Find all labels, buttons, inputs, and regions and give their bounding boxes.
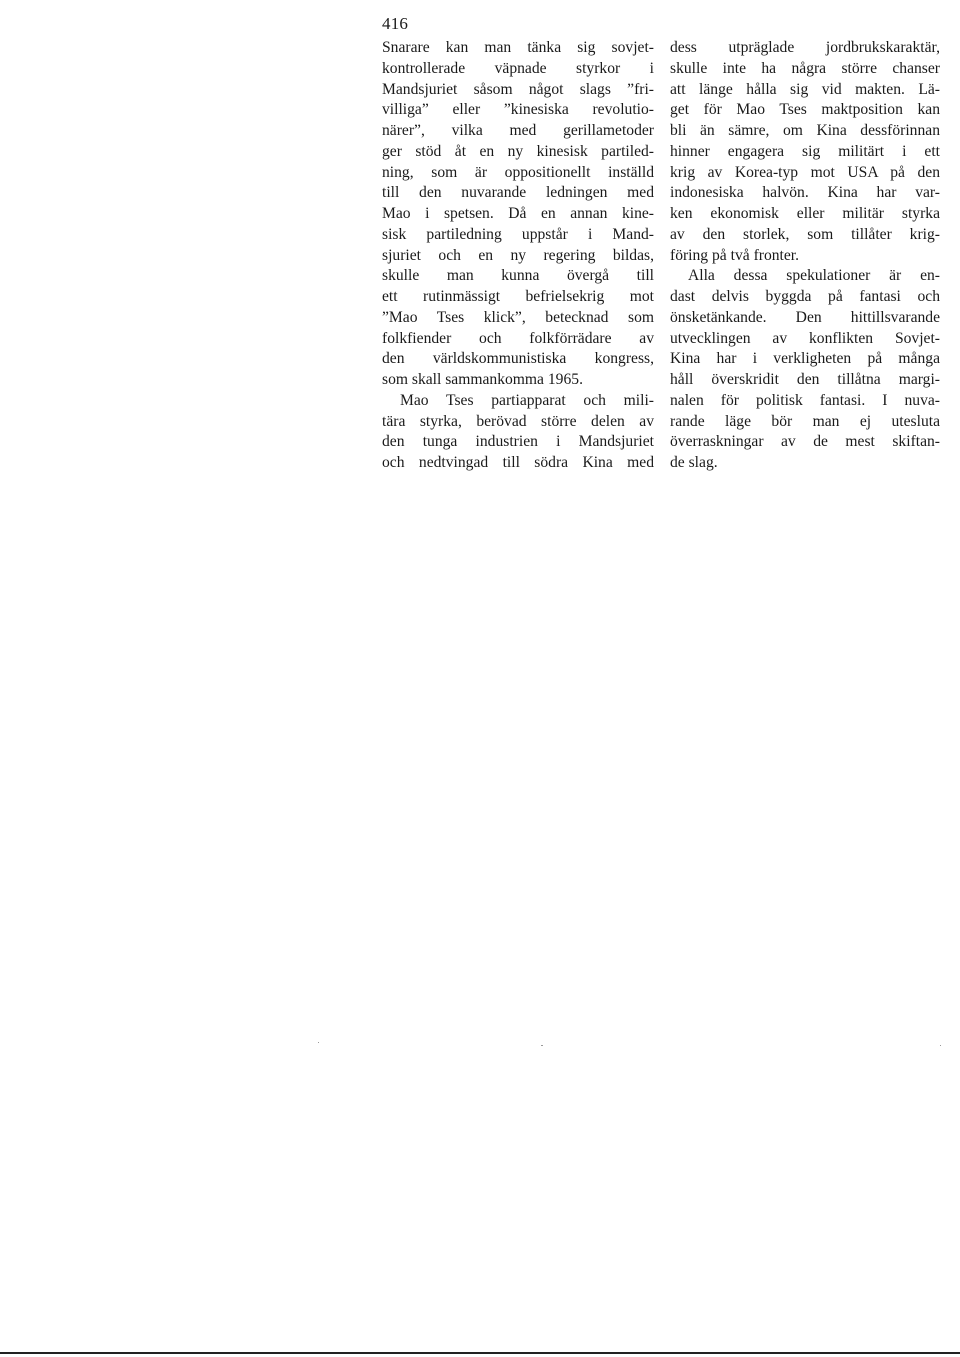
text-line: indonesiska halvön. Kina har var-: [670, 184, 940, 202]
text-line: närer”, vilka med gerillametoder: [382, 122, 654, 139]
text-line: get för Mao Tses maktposition kan: [670, 101, 940, 119]
text-line: hinner engagera sig militärt i ett: [670, 142, 940, 160]
text-line: ger stöd åt en ny kinesisk partiled-: [382, 142, 654, 160]
text-line: ”Mao Tses klick”, betecknad som: [382, 308, 654, 326]
text-line: Mao Tses partiapparat och mili-: [400, 391, 654, 409]
text-line: den världskommunistiska kongress,: [382, 350, 654, 368]
text-line: villiga” eller ”kinesiska revolutio-: [382, 101, 654, 119]
text-line: ning, som är oppositionellt inställd: [382, 163, 654, 181]
scan-speck: [541, 1045, 543, 1046]
text-line: föring på två fronter.: [670, 246, 800, 264]
text-line: ken ekonomisk eller militär styrka: [670, 205, 940, 222]
bottom-rule: [0, 1352, 960, 1354]
text-line: de slag.: [670, 454, 718, 471]
left-column: [382, 38, 654, 474]
text-line: av den storlek, som tillåter krig-: [670, 225, 940, 243]
text-line: Kina har i verkligheten på många: [670, 350, 940, 368]
scan-speck: [940, 1045, 941, 1046]
text-line: folkfiender och folkförrädare av: [382, 329, 654, 347]
text-line: bli än sämre, om Kina dessförinnan: [670, 122, 940, 139]
text-line: skulle inte ha några större chanser: [670, 59, 940, 77]
text-line: tära styrka, berövad större delen av: [382, 412, 654, 430]
text-line: rande läge bör man ej utesluta: [670, 412, 940, 430]
text-line: Mandsjuriet såsom något slags ”fri-: [382, 80, 654, 98]
text-line: sisk partiledning uppstår i Mand-: [382, 225, 654, 243]
text-line: den tunga industrien i Mandsjuriet: [382, 433, 654, 451]
text-line: till den nuvarande ledningen med: [382, 184, 654, 202]
text-line: sjuriet och en ny regering bildas,: [382, 246, 654, 264]
text-line: Mao i spetsen. Då en annan kine-: [382, 205, 654, 222]
text-line: överraskningar av de mest skiftan-: [670, 433, 940, 451]
text-line: nalen för politisk fantasi. I nuva-: [670, 391, 940, 409]
text-line: Snarare kan man tänka sig sovjet-: [382, 39, 654, 56]
text-line: skulle man kunna övergå till: [382, 267, 654, 285]
page-number: 416: [382, 14, 409, 33]
text-line: och nedtvingad till södra Kina med: [382, 454, 654, 471]
text-line: som skall sammankomma 1965.: [382, 371, 583, 388]
right-column: [670, 38, 940, 474]
text-line: utvecklingen av konflikten Sovjet-: [670, 329, 940, 347]
text-line: dess utpräglade jordbrukskaraktär,: [670, 39, 940, 56]
text-line: kontrollerade väpnade styrkor i: [382, 59, 654, 77]
text-line: krig av Korea-typ mot USA på den: [670, 163, 940, 181]
text-line: Alla dessa spekulationer är en-: [688, 267, 940, 285]
text-line: att länge hålla sig vid makten. Lä-: [670, 80, 940, 98]
text-line: ett rutinmässigt befrielsekrig mot: [382, 288, 654, 305]
text-line: dast delvis byggda på fantasi och: [670, 288, 940, 305]
text-line: håll överskridit den tillåtna margi-: [670, 371, 940, 388]
scan-speck: [318, 1042, 319, 1043]
text-line: önsketänkande. Den hittillsvarande: [670, 308, 940, 326]
